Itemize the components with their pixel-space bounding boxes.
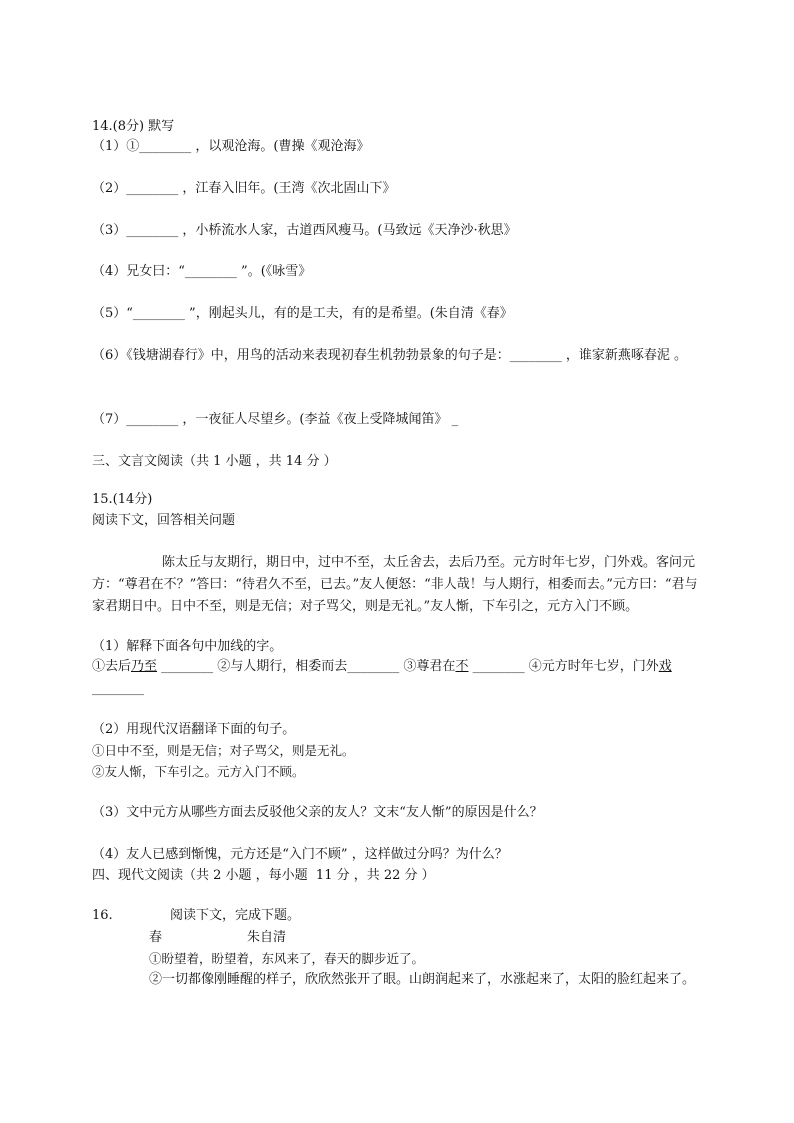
q15-sub2-sentence-2: ②友人惭，下车引之。元方入门不顾。 <box>92 764 305 779</box>
q15-passage: 陈太丘与友期行，期日中，过中不至，太丘舍去，去后乃至。元方时年七岁，门外戏。客问元方：“尊君在不？”答曰：“待君久不至，已去。”友人便怒：“非人哉！与人期行，相委而去。”元方曰：“君与家君期日中。日中不至，则是无信；对子骂父，则是无礼。”友人惭，下车引之，元方入门不顾。 <box>92 555 698 614</box>
article-paragraph-2: ②一切都像刚睡醒的样子，欣欣然张开了眼。山朗润起来了，水涨起来了，太阳的脸红起来了。 <box>149 972 696 987</box>
q15-sub1-part2: ________ ②与人期行，相委而去________ ③尊君在 <box>157 659 456 674</box>
q14-item-5: （5）“________ ”，刚起头儿，有的是工夫，有的是希望。(朱自清《春》 <box>92 306 513 321</box>
q15-sub3: （3）文中元方从哪些方面去反驳他父亲的友人？文末“友人惭”的原因是什么？ <box>92 805 543 820</box>
q14-header: 14.(8分) 默写 <box>92 119 175 134</box>
q15-sub1-underlined-1: 乃至 <box>131 659 158 674</box>
q14-item-7: （7）________ ，一夜征人尽望乡。(李益《夜上受降城闻笛》 _ <box>92 412 459 427</box>
q14-item-3: （3）________ ，小桥流水人家，古道西风瘦马。(马致远《天净沙·秋思》 <box>92 223 517 238</box>
q15-sub1-underlined-2: 不 <box>455 659 469 674</box>
q16-number: 16. <box>92 908 113 923</box>
q15-sub1-prompt: （1）解释下面各句中加线的字。 <box>92 639 283 654</box>
q15-instruction: 阅读下文，回答相关问题 <box>92 513 236 528</box>
q14-item-4: （4）兄女曰：“________ ”。(《咏雪》 <box>92 264 312 279</box>
q15-sub4: （4）友人已感到惭愧，元方还是“入门不顾” ，这样做过分吗？为什么？ <box>92 847 508 862</box>
q15-sub2-sentence-1: ①日中不至，则是无信；对子骂父，则是无礼。 <box>92 743 355 758</box>
section4-title: 四、现代文阅读（共 2 小题 ，每小题 11 分 ，共 22 分 ） <box>92 868 435 883</box>
q15-sub1-part4: ________ <box>92 681 144 696</box>
q15-sub1-part3: ________ ④元方时年七岁，门外 <box>468 659 659 674</box>
article-author: 朱自清 <box>247 930 287 945</box>
q15-header: 15.(14分) <box>92 492 153 507</box>
article-paragraph-1: ①盼望着，盼望着，东风来了，春天的脚步近了。 <box>149 951 425 966</box>
q15-sub1-part1: ①去后 <box>92 659 132 674</box>
q16-instruction: 阅读下文，完成下题。 <box>170 908 301 923</box>
q15-sub2-prompt: （2）用现代汉语翻译下面的句子。 <box>92 722 296 737</box>
q15-sub1-underlined-3: 戏 <box>658 659 672 674</box>
q14-item-6: （6）《钱塘湖春行》中，用鸟的活动来表现初春生机勃勃景象的句子是：________ ，谁家新燕啄春泥 。 <box>92 348 688 363</box>
section3-title: 三、文言文阅读（共 1 小题 ，共 14 分 ） <box>92 454 337 469</box>
q14-item-2: （2）________ ，江春入旧年。(王湾《次北固山下》 <box>92 181 396 196</box>
article-title: 春 <box>149 930 163 945</box>
q15-sub1-blanks <box>92 656 704 700</box>
q14-item-1: （1）①________ ，以观沧海。(曹操《观沧海》 <box>92 139 370 154</box>
